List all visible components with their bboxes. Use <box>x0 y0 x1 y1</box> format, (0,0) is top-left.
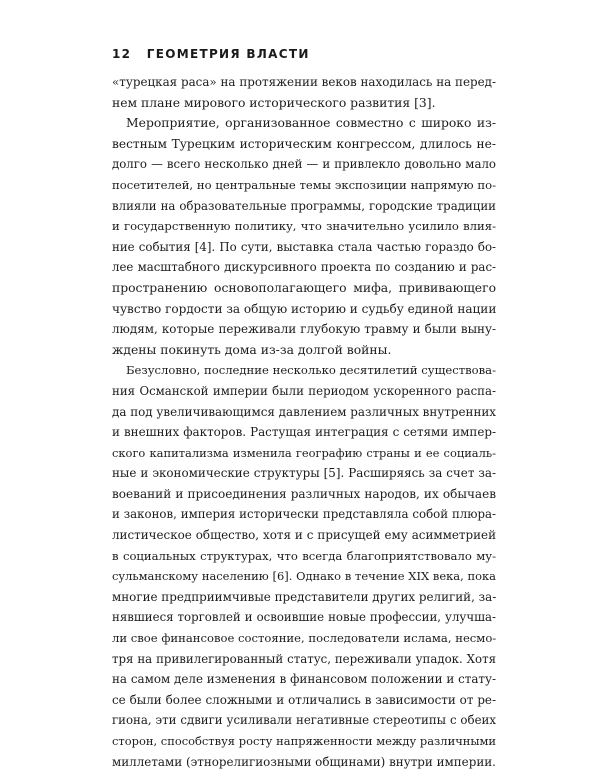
text-line: и государственную политику, что значительно усилило влия- <box>112 219 496 234</box>
text-line: сторон, способствуя росту напряженности между различными <box>112 734 496 748</box>
running-header <box>112 47 310 61</box>
text-line: посетителей, но центральные темы экспозиции напрямую по- <box>112 177 496 192</box>
text-line: ждены покинуть дома из-за долгой войны. <box>112 342 392 357</box>
text-line: людям, которые переживали глубокую травму и были выну- <box>112 322 496 337</box>
text-line: вестным Турецким историческим конгрессом, длилось не- <box>112 136 496 151</box>
text-line: Безусловно, последние несколько десятилетий существова- <box>126 363 496 378</box>
text-line: и внешних факторов. Растущая интеграция с сетями импер- <box>112 425 496 440</box>
text-line: и законов, империя исторически представляла собой плюра- <box>112 507 496 522</box>
text-line: долго — всего несколько дней — и привлекло довольно мало <box>112 157 496 172</box>
text-line: нем плане мирового исторического развития [3]. <box>112 95 436 110</box>
text-line: сульманскому населению [6]. Однако в течение XIX века, пока <box>112 569 496 584</box>
running-title: ГЕОМЕТРИЯ ВЛАСТИ <box>146 47 310 61</box>
text-line: воеваний и присоединения различных народов, их обычаев <box>112 486 496 501</box>
text-line: пространению основополагающего мифа, прививающего <box>112 280 496 295</box>
body-text <box>112 72 496 772</box>
text-line: на самом деле изменения в финансовом положении и стату- <box>112 672 496 687</box>
text-line: чувство гордости за общую историю и судьбу единой нации <box>112 301 496 316</box>
text-line: влияли на образовательные программы, городские традиции <box>112 198 496 213</box>
text-line: «турецкая раса» на протяжении веков находилась на перед- <box>112 75 496 89</box>
text-line: се были более сложными и отличались в зависимости от ре- <box>112 692 496 707</box>
text-line: ние события [4]. По сути, выставка стала частью гораздо бо- <box>112 239 496 254</box>
text-line: нявшиеся торговлей и освоившие новые профессии, улучша- <box>112 610 496 625</box>
text-line: ные и экономические структуры [5]. Расширяясь за счет за- <box>112 466 496 481</box>
text-line: в социальных структурах, что всегда благоприятствовало му- <box>112 548 496 563</box>
text-line: ния Османской империи были периодом ускоренного распа- <box>112 383 496 398</box>
text-line: ли свое финансовое состояние, последователи ислама, несмо- <box>112 631 496 646</box>
text-line: листическое общество, хотя и с присущей ему асимметрией <box>112 528 496 543</box>
text-line: ского капитализма изменила географию страны и ее социаль- <box>112 445 496 460</box>
text-line: тря на привилегированный статус, переживали упадок. Хотя <box>112 651 496 666</box>
text-line: да под увеличивающимся давлением различных внутренних <box>112 404 496 419</box>
text-line: гиона, эти сдвиги усиливали негативные стереотипы с обеих <box>112 713 496 728</box>
text-line: лее масштабного дискурсивного проекта по созданию и рас- <box>112 260 496 275</box>
page-number: 12 <box>112 47 132 61</box>
text-line: Мероприятие, организованное совместно с широко из- <box>126 116 496 131</box>
text-line: миллетами (этнорелигиозными общинами) внутри империи. <box>112 754 496 769</box>
text-line: многие предприимчивые представители других религий, за- <box>112 589 496 604</box>
